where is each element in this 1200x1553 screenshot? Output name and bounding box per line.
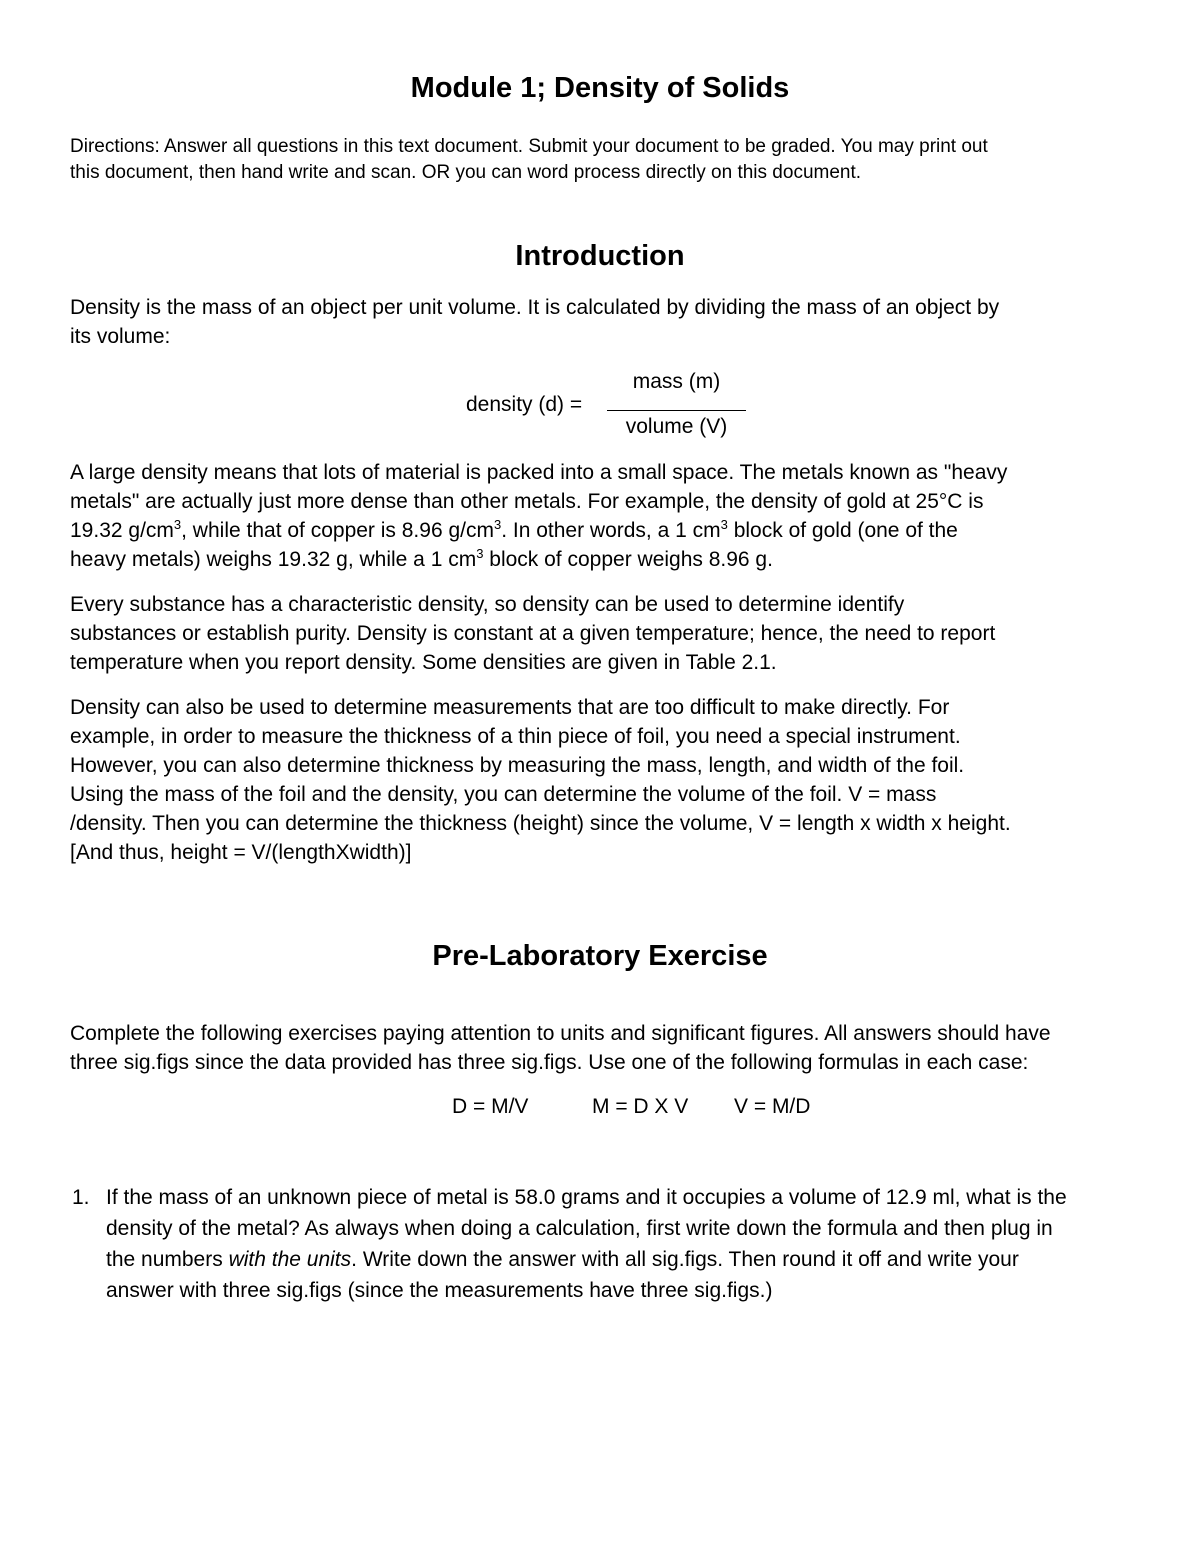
paragraph-line: three sig.figs since the data provided has three sig.figs. Use one of the following formulas in each case: bbox=[70, 1051, 1029, 1074]
directions-line: this document, then hand write and scan. OR you can word process directly on this document. bbox=[70, 162, 862, 183]
text-run: 19.32 g/cm bbox=[70, 519, 174, 542]
formula-density: D = M/V bbox=[452, 1095, 529, 1118]
text-run: block of gold (one of the bbox=[727, 519, 958, 542]
paragraph-line: Density is the mass of an object per unit volume. It is calculated by dividing the mass of an object by bbox=[70, 296, 1000, 319]
question-line: answer with three sig.figs (since the measurements have three sig.figs.) bbox=[106, 1279, 773, 1302]
paragraph-line: example, in order to measure the thickness of a thin piece of foil, you need a special instrument. bbox=[70, 725, 961, 748]
introduction-heading: Introduction bbox=[515, 240, 685, 272]
paragraph-line bbox=[70, 545, 773, 574]
formula-numerator: mass (m) bbox=[632, 370, 721, 393]
text-run: . Write down the answer with all sig.figs. Then round it off and write your bbox=[351, 1248, 1019, 1271]
text-run: heavy metals) weighs 19.32 g, while a 1 cm bbox=[70, 548, 477, 571]
paragraph-line bbox=[70, 516, 958, 545]
directions-line: Directions: Answer all questions in this text document. Submit your document to be graded. You may print out bbox=[70, 136, 988, 157]
paragraph-line: However, you can also determine thickness by measuring the mass, length, and width of the foil. bbox=[70, 754, 965, 777]
question-number: 1. bbox=[72, 1186, 90, 1209]
superscript: 3 bbox=[493, 517, 502, 532]
question-line: density of the metal? As always when doing a calculation, first write down the formula and then plug in bbox=[106, 1217, 1053, 1240]
formula-volume: V = M/D bbox=[734, 1095, 811, 1118]
paragraph-line: temperature when you report density. Some densities are given in Table 2.1. bbox=[70, 651, 777, 674]
page-title: Module 1; Density of Solids bbox=[410, 72, 790, 104]
superscript: 3 bbox=[476, 546, 484, 561]
text-run: block of copper weighs 8.96 g. bbox=[483, 548, 773, 571]
question-line: If the mass of an unknown piece of metal is 58.0 grams and it occupies a volume of 12.9 ml, what is the bbox=[106, 1186, 1067, 1209]
text-run: the numbers bbox=[106, 1248, 229, 1271]
paragraph-line: [And thus, height = V/(lengthXwidth)] bbox=[70, 841, 412, 864]
paragraph-line: /density. Then you can determine the thickness (height) since the volume, V = length x width x height. bbox=[70, 812, 1011, 835]
paragraph-line: substances or establish purity. Density is constant at a given temperature; hence, the need to report bbox=[70, 622, 996, 645]
text-run: , while that of copper is 8.96 g/cm bbox=[181, 519, 494, 542]
paragraph-line: Density can also be used to determine measurements that are too difficult to make directly. For bbox=[70, 696, 950, 719]
paragraph-line: Complete the following exercises paying attention to units and significant figures. All answers should have bbox=[70, 1022, 1051, 1045]
paragraph-line: its volume: bbox=[70, 325, 171, 348]
question-line bbox=[106, 1245, 1019, 1274]
paragraph-line: metals" are actually just more dense than other metals. For example, the density of gold at 25°C is bbox=[70, 490, 984, 513]
fraction-bar bbox=[607, 410, 746, 411]
paragraph-line: Every substance has a characteristic density, so density can be used to determine identify bbox=[70, 593, 905, 616]
pre-lab-heading: Pre-Laboratory Exercise bbox=[432, 940, 768, 972]
formula-mass: M = D X V bbox=[592, 1095, 689, 1118]
italic-text: with the units bbox=[228, 1248, 352, 1271]
paragraph-line: Using the mass of the foil and the density, you can determine the volume of the foil. V = mass bbox=[70, 783, 937, 806]
superscript: 3 bbox=[173, 517, 182, 532]
formula-denominator: volume (V) bbox=[625, 415, 728, 438]
paragraph-line: A large density means that lots of material is packed into a small space. The metals known as "heavy bbox=[70, 461, 1008, 484]
superscript: 3 bbox=[720, 517, 728, 532]
text-run: . In other words, a 1 cm bbox=[501, 519, 721, 542]
formula-lhs: density (d) = bbox=[466, 393, 583, 416]
